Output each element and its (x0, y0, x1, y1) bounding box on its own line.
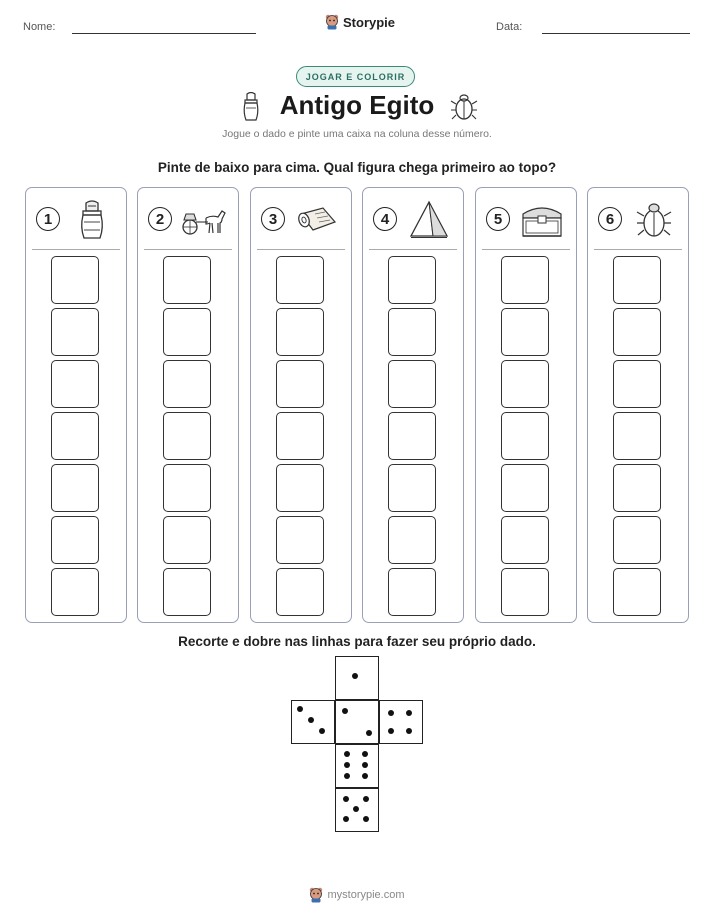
color-box[interactable] (51, 464, 99, 512)
color-box[interactable] (51, 308, 99, 356)
color-box[interactable] (501, 308, 549, 356)
die-pip (308, 717, 314, 723)
color-box[interactable] (388, 568, 436, 616)
scarab-icon (450, 92, 478, 122)
die-pip (362, 773, 368, 779)
column-4 (362, 187, 464, 623)
color-box[interactable] (501, 360, 549, 408)
column-number: 6 (598, 207, 622, 231)
color-box[interactable] (613, 360, 661, 408)
die-pip (353, 806, 359, 812)
color-box[interactable] (51, 256, 99, 304)
bear-mascot-icon (325, 14, 339, 30)
chariot-icon (180, 200, 228, 240)
column-divider (144, 249, 232, 250)
color-box[interactable] (501, 256, 549, 304)
column-number: 2 (148, 207, 172, 231)
page-title: Antigo Egito (279, 90, 435, 120)
die-pip (352, 673, 358, 679)
column-6 (587, 187, 689, 623)
color-box[interactable] (163, 256, 211, 304)
color-box[interactable] (51, 360, 99, 408)
die-pip (344, 751, 350, 757)
column-3 (250, 187, 352, 623)
die-pip (362, 751, 368, 757)
die-pip (363, 796, 369, 802)
column-divider (257, 249, 345, 250)
color-box[interactable] (388, 516, 436, 564)
brand-name: Storypie (343, 14, 396, 30)
category-badge: JOGAR E COLORIR (296, 66, 415, 87)
die-pip (297, 706, 303, 712)
color-box[interactable] (613, 464, 661, 512)
color-box[interactable] (501, 412, 549, 460)
color-box[interactable] (51, 568, 99, 616)
color-box[interactable] (163, 360, 211, 408)
column-divider (369, 249, 457, 250)
color-box[interactable] (276, 568, 324, 616)
color-box[interactable] (51, 412, 99, 460)
color-box[interactable] (163, 568, 211, 616)
color-box[interactable] (388, 464, 436, 512)
color-box[interactable] (613, 308, 661, 356)
date-label: Data: (496, 21, 523, 33)
die-pip (406, 728, 412, 734)
color-box[interactable] (276, 256, 324, 304)
color-box[interactable] (613, 568, 661, 616)
die-pip (342, 708, 348, 714)
column-number: 5 (486, 207, 510, 231)
color-box[interactable] (163, 516, 211, 564)
brand-logo (325, 14, 395, 30)
column-divider (594, 249, 682, 250)
color-box[interactable] (501, 516, 549, 564)
instruction-top: Pinte de baixo para cima. Qual figura chega primeiro ao topo? (157, 160, 557, 175)
page-subtitle: Jogue o dado e pinte uma caixa na coluna desse número. (222, 128, 492, 140)
die-pip (319, 728, 325, 734)
footer (0, 887, 714, 903)
color-box[interactable] (276, 516, 324, 564)
name-label: Nome: (23, 21, 56, 33)
die-pip (366, 730, 372, 736)
color-box[interactable] (388, 256, 436, 304)
die-face-six (335, 744, 379, 788)
die-pip (344, 762, 350, 768)
column-divider (482, 249, 570, 250)
die-pip (388, 710, 394, 716)
color-box[interactable] (276, 464, 324, 512)
die-face-four (379, 700, 423, 744)
column-1 (25, 187, 127, 623)
die-pip (363, 816, 369, 822)
color-box[interactable] (613, 256, 661, 304)
scarab-icon (630, 200, 678, 240)
column-2 (137, 187, 239, 623)
column-divider (32, 249, 120, 250)
color-box[interactable] (388, 412, 436, 460)
column-number: 3 (261, 207, 285, 231)
color-box[interactable] (613, 516, 661, 564)
die-pip (388, 728, 394, 734)
color-box[interactable] (163, 464, 211, 512)
color-box[interactable] (163, 412, 211, 460)
color-box[interactable] (613, 412, 661, 460)
color-box[interactable] (276, 412, 324, 460)
die-pip (343, 796, 349, 802)
name-line (72, 33, 256, 34)
treasure-chest-icon (518, 200, 566, 240)
die-face-five (335, 788, 379, 832)
die-face-one (335, 656, 379, 700)
die-pip (344, 773, 350, 779)
color-box[interactable] (163, 308, 211, 356)
color-box[interactable] (276, 308, 324, 356)
instruction-bottom: Recorte e dobre nas linhas para fazer seu próprio dado. (178, 634, 536, 649)
die-pip (362, 762, 368, 768)
color-box[interactable] (388, 360, 436, 408)
bear-mascot-icon (309, 887, 323, 903)
color-box[interactable] (501, 464, 549, 512)
pyramid-icon (405, 200, 453, 240)
color-box[interactable] (388, 308, 436, 356)
footer-url[interactable]: mystorypie.com (327, 889, 405, 901)
color-box[interactable] (51, 516, 99, 564)
color-box[interactable] (276, 360, 324, 408)
column-number: 1 (36, 207, 60, 231)
die-pip (343, 816, 349, 822)
die-face-three (291, 700, 335, 744)
date-line (542, 33, 690, 34)
die-pip (406, 710, 412, 716)
column-5 (475, 187, 577, 623)
papyrus-scroll-icon (293, 200, 341, 240)
color-box[interactable] (501, 568, 549, 616)
column-number: 4 (373, 207, 397, 231)
die-face-two (335, 700, 379, 744)
canopic-jar-icon (68, 200, 116, 240)
